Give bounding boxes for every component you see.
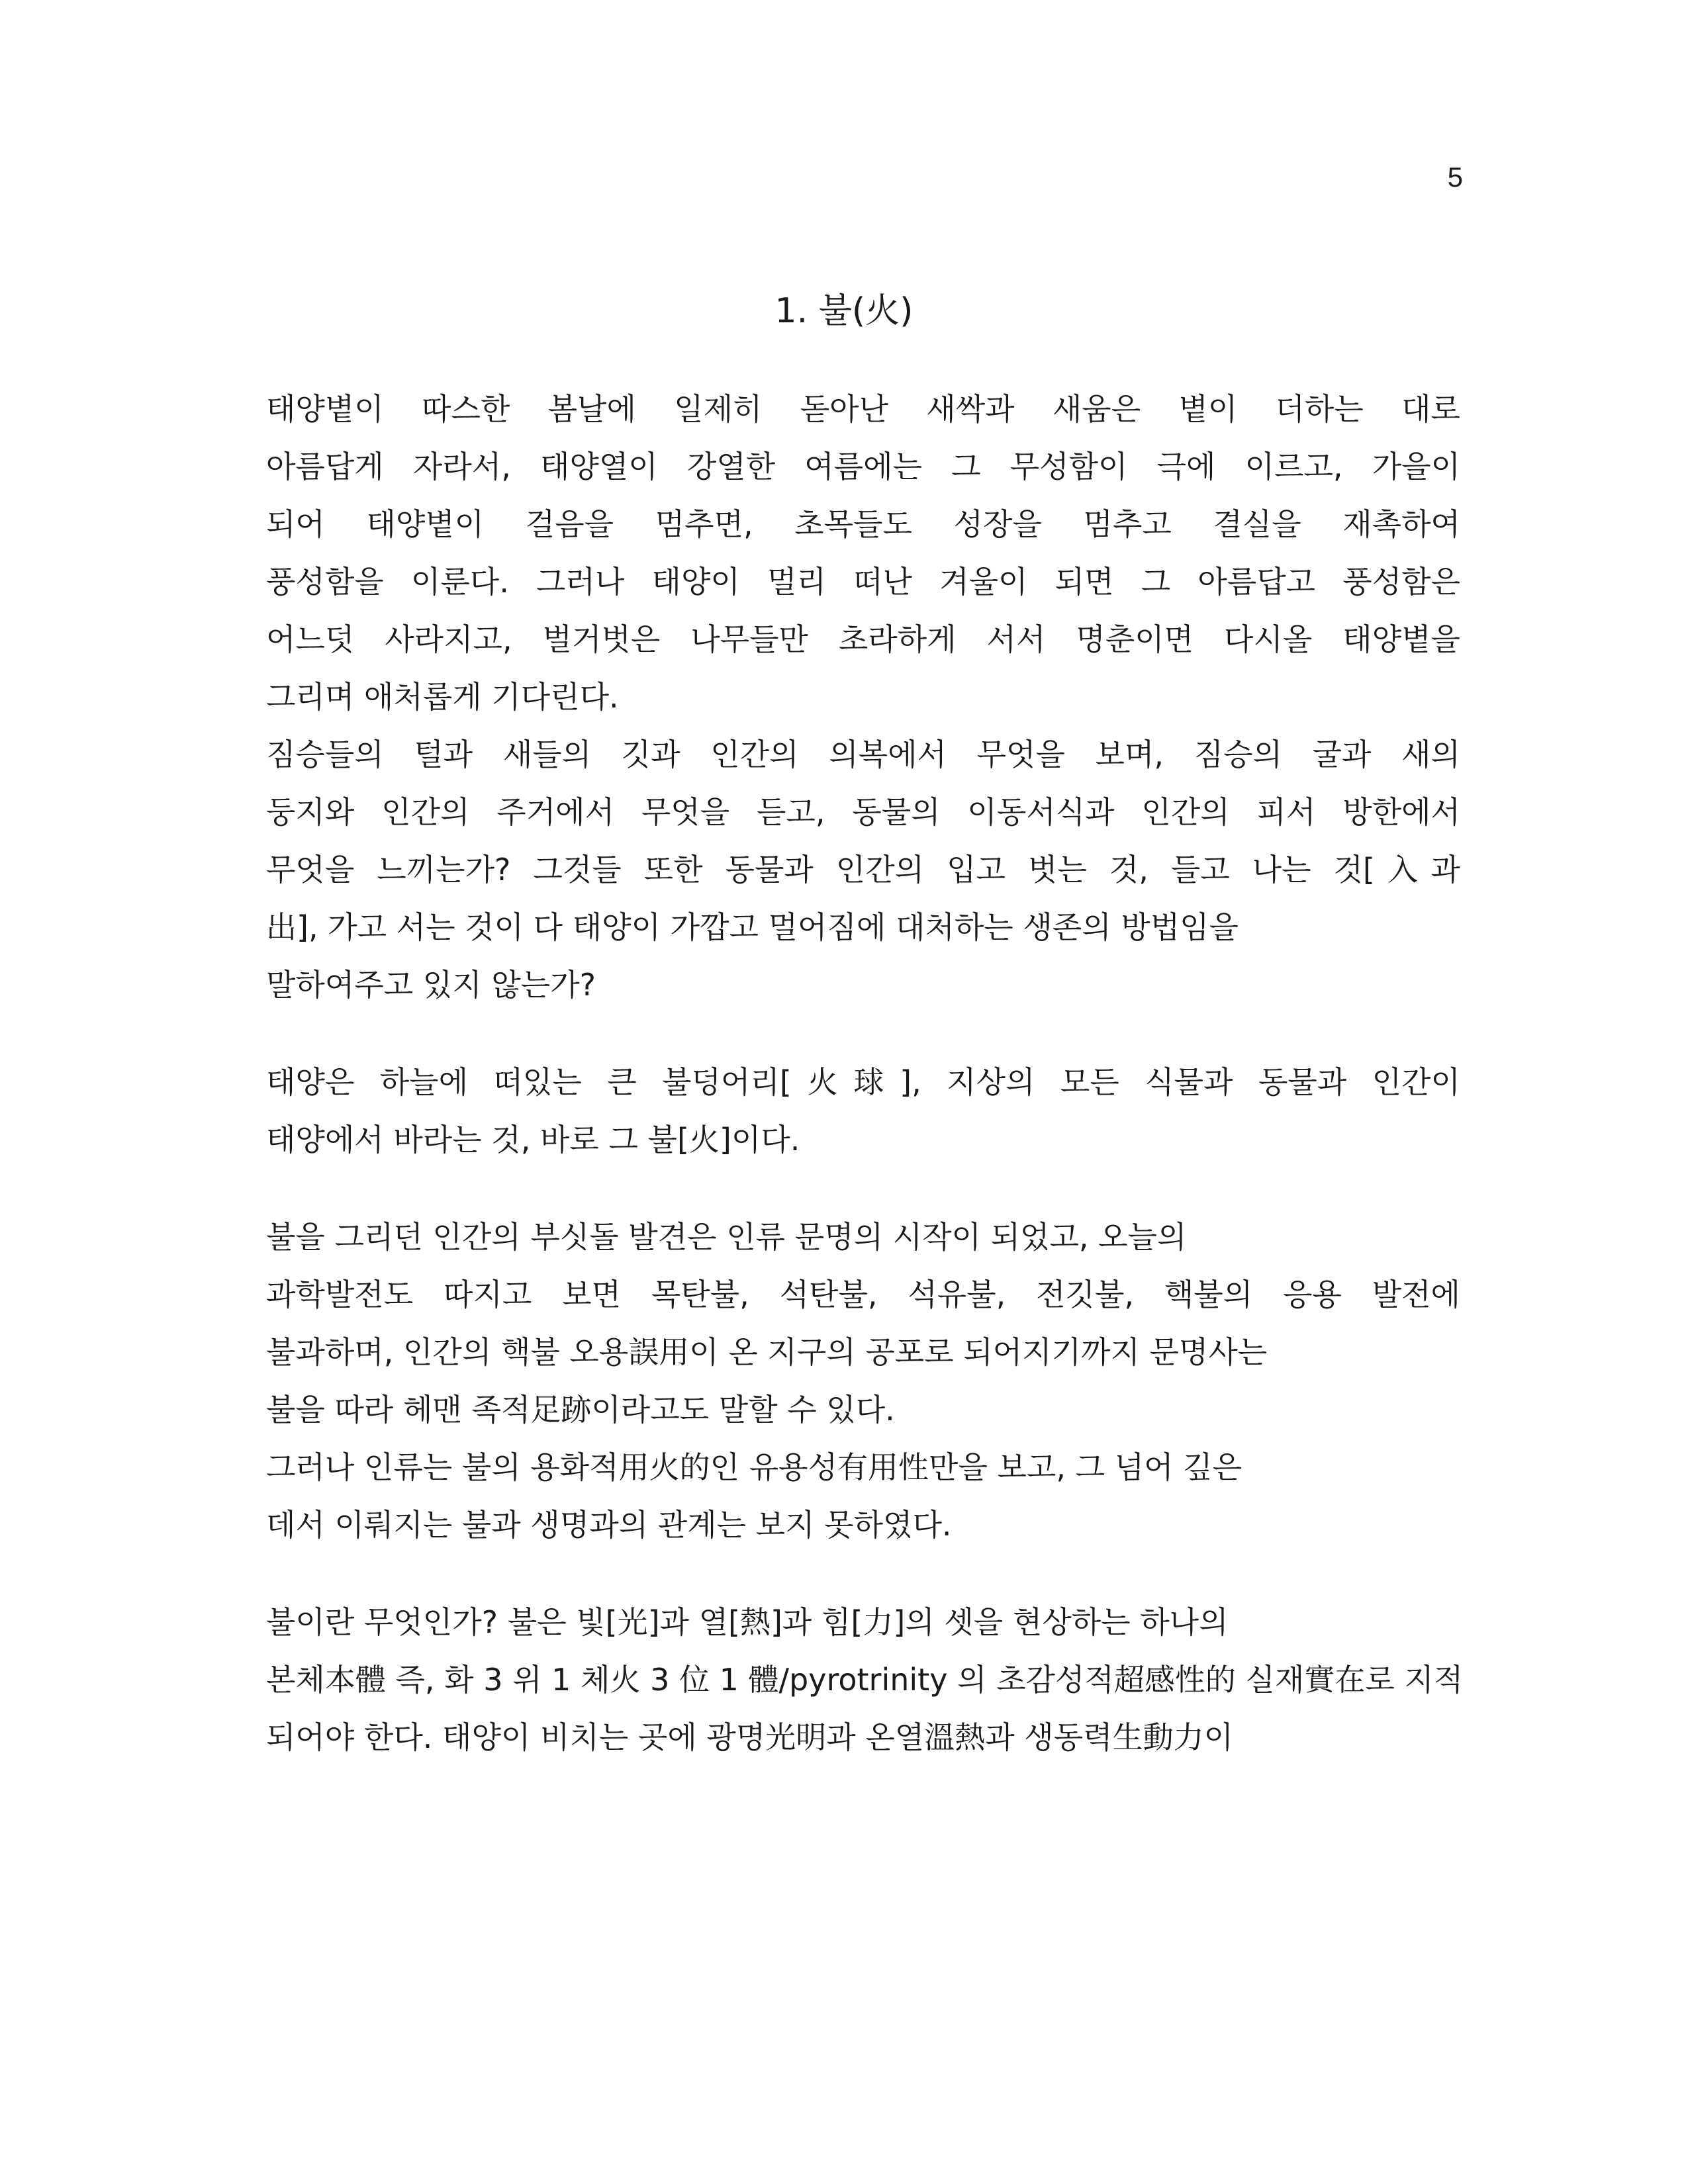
paragraph — [236, 1208, 1460, 1439]
paragraph — [236, 1439, 1460, 1554]
text-line: 태양은 하늘에 떠있는 큰 불덩어리[火球], 지상의 모든 식물과 동물과 인간이 — [266, 1064, 1460, 1100]
text-line: 아름답게 자라서, 태양열이 강열한 여름에는 그 무성함이 극에 이르고, 가을이 — [266, 449, 1460, 484]
text-line: 본체本體 즉, 화 3 위 1 체火 3 位 1 體/pyrotrinity 의 초감성적超感性的 실재實在로 지적 — [266, 1662, 1464, 1698]
text-line: 데서 이뤄지는 불과 생명과의 관계는 보지 못하였다. — [266, 1507, 952, 1543]
text-line: 불을 따라 헤맨 족적足跡이라고도 말할 수 있다. — [266, 1392, 895, 1428]
text-line: 어느덧 사라지고, 벌거벗은 나무들만 초라하게 서서 명춘이면 다시올 태양볕을 — [266, 621, 1460, 657]
text-line: 짐승들의 털과 새들의 깃과 인간의 의복에서 무엇을 보며, 짐승의 굴과 새의 — [266, 737, 1460, 772]
page-number: 5 — [1447, 161, 1463, 193]
text-line: 되어야 한다. 태양이 비치는 곳에 광명光明과 온열溫熱과 생동력生動力이 — [266, 1719, 1234, 1755]
paragraph — [236, 381, 1460, 726]
text-line: 태양에서 바라는 것, 바로 그 불[火]이다. — [266, 1122, 800, 1158]
body-text — [236, 381, 1464, 1766]
text-line: 불을 그리던 인간의 부싯돌 발견은 인류 문명의 시작이 되었고, 오늘의 — [266, 1219, 1187, 1255]
text-line: 과학발전도 따지고 보면 목탄불, 석탄불, 석유불, 전깃불, 핵불의 응용 발전에 — [266, 1277, 1460, 1312]
paragraph — [236, 1054, 1460, 1169]
text-line: 出], 가고 서는 것이 다 태양이 가깝고 멀어짐에 대처하는 생존의 방법임을 — [266, 909, 1239, 945]
chapter-title: 1. 불(火) — [774, 291, 914, 331]
text-line: 불과하며, 인간의 핵불 오용誤用이 온 지구의 공포로 되어지기까지 문명사는 — [266, 1334, 1268, 1370]
text-line: 말하여주고 있지 않는가? — [266, 967, 596, 1003]
text-line: 그리며 애처롭게 기다린다. — [266, 679, 619, 715]
paragraph — [236, 1594, 1464, 1766]
text-line: 불이란 무엇인가? 불은 빛[光]과 열[熱]과 힘[力]의 셋을 현상하는 하나의 — [266, 1604, 1229, 1640]
text-line: 풍성함을 이룬다. 그러나 태양이 멀리 떠난 겨울이 되면 그 아름답고 풍성함은 — [266, 564, 1460, 600]
text-line: 되어 태양볕이 걸음을 멈추면, 초목들도 성장을 멈추고 결실을 재촉하여 — [266, 506, 1460, 542]
text-line: 무엇을 느끼는가? 그것들 또한 동물과 인간의 입고 벗는 것, 들고 나는 것[入과 — [266, 852, 1460, 887]
text-line: 그러나 인류는 불의 용화적用火的인 유용성有用性만을 보고, 그 넘어 깊은 — [266, 1449, 1243, 1485]
paragraph — [236, 726, 1460, 1014]
text-line: 둥지와 인간의 주거에서 무엇을 듣고, 동물의 이동서식과 인간의 피서 방한에서 — [266, 794, 1460, 830]
text-line: 태양볕이 따스한 봄날에 일제히 돋아난 새싹과 새움은 볕이 더하는 대로 — [266, 391, 1460, 427]
